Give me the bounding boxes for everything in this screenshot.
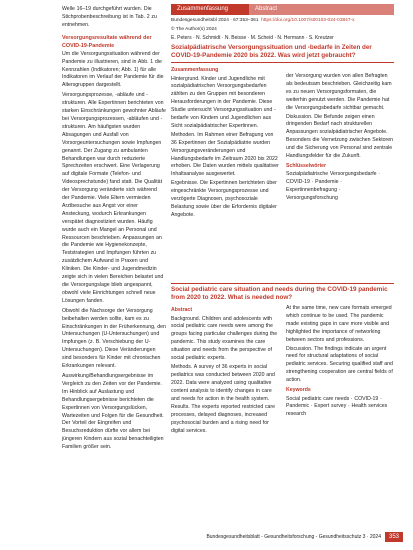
abstract-en-col1	[171, 305, 279, 437]
citation-line	[171, 17, 394, 24]
abstract-de-col2	[286, 73, 394, 204]
abstract-text: Results. The experts reported restricted care processes, delayed diagnoses, increased psychosocial burden and a rising need for digital services.	[171, 404, 276, 435]
page-number: 353	[385, 532, 403, 542]
abstract-text: Diskussion. Die Befunde zeigen einen dringenden Bedarf nach strukturellen Anpassungen sozialpädiatrischer Angebote. Besonders die Vernetzung zwischen Sektoren und die Sicherung von Personal sind zentrale Handlungsfelder für die Zukunft.	[286, 113, 394, 160]
abstract-banner	[171, 4, 394, 15]
keywords-text: Sozialpädiatrische Versorgungsbedarfe · COVID-19 · Pandemie · Expertinnenbefragung · Versorgungsforschung	[286, 171, 381, 202]
abstract-text: At the same time, new care formats emerged which continue to be used. The pandemic made existing gaps in care more visible and highlighted the importance of networking between sectors and professions.	[286, 305, 392, 343]
body-paragraph: Auswirkung/Behandlungsergebnisse im Vergleich zu den Zeiten vor der Pandemie. Im Hinblick auf Auslastung und Behandlungsergebnisse berichteten die Expertinnen von Versorgungslücken, Wartezeiten und Folgen für die Gesundheit. Der Vorteil der Eingreifen und Besuchsreduktion dürfte vor allem bei jüngeren Kindern aus sozial benachteiligten Familien größer sein.	[62, 372, 164, 451]
abstract-label: Zusammenfassung	[171, 67, 219, 73]
section-heading: Versorgungsresultate während der COVID-19-Pandemie	[62, 34, 152, 49]
running-footer: Bundesgesundheitsblatt - Gesundheitsforschung - Gesundheitsschutz 3 · 2024	[206, 534, 381, 540]
abstract-text: Background. Children and adolescents with social pediatric care needs were among the groups facing particular challenges during the pandemic. This study examines the care situation and needs from the perspective of social pediatric experts.	[171, 315, 278, 362]
abstract-panel	[171, 4, 394, 505]
abstract-en	[171, 305, 394, 505]
body-paragraph: Obwohl die Nachsorge der Versorgung beibehalten werden sollte, kam es zu Einschränkungen in der Früherkennung, den Untersuchungen (U-Untersuchungen) und Impfungen (z. B. Verschiebung der U-Untersuchungen). Diese Veränderungen sind besonders für Kinder mit chronischen Erkrankungen relevant.	[62, 307, 166, 370]
abstract-text: Discussion. The findings indicate an urgent need for structural adaptations of social pediatric services. Securing qualified staff and strengthening cooperation are central fields of action.	[286, 345, 393, 384]
divider	[171, 62, 394, 63]
keywords-label: Schlüsselwörter	[286, 162, 327, 169]
article-title-de: Sozialpädiatrische Versorgungssituation und -bedarfe in Zeiten der COVID-19-Pandemie 2020 bis 2022. Was wird jetzt gebraucht?	[171, 44, 372, 59]
abstract-en-col2	[286, 305, 394, 420]
abstract-text: der Versorgung wurden von allen Befragten als bedeutsam beschrieben. Gleichzeitig kam es zu neuen Versorgungsformaten, die weiterhin genutzt werden. Die Pandemie hat die Versorgungsbedarfe sichtbar gemacht.	[286, 73, 392, 111]
divider	[171, 283, 394, 284]
abstract-text: Hintergrund. Kinder und Jugendliche mit sozialpädiatrischen Versorgungsbedarfen zählten zu den Gruppen mit besonderen Herausforderungen in der Pandemie. Diese Studie untersucht Versorgungssituation und -bedarfe von Kindern und Jugendlichen aus Sicht sozialpädiatrischer Expertinnen.	[171, 75, 276, 129]
abstract-de-col1	[171, 65, 279, 221]
tab-abstract: Abstract	[249, 4, 394, 15]
copyright-line: © The Author(s) 2024	[171, 27, 217, 32]
abstract-de	[171, 65, 394, 281]
author-list: E. Peters · N. Schmidt · N. Beisse · M. Scheid · N. Hermann · S. Kreutzer	[171, 35, 334, 41]
citation: Bundesgesundheitsbl 2024 · 67:353–361	[171, 18, 259, 23]
article-title-en: Social pediatric care situation and needs during the COVID-19 pandemic from 2020 to 2022. What is needed now?	[171, 286, 388, 301]
tab-zusammenfassung: Zusammenfassung	[171, 4, 249, 15]
body-paragraph: Um die Versorgungssituation während der Pandemie zu illustrieren, sind in Abb. 1 die Kennzahlen (Indikatoren; Abb. 1) für alle Indikatoren im Verlauf der Pandemie für die Altersgruppen dargestellt.	[62, 50, 164, 89]
left-column	[62, 6, 166, 454]
abstract-text: Ergebnisse. Die Expertinnen berichteten über eingeschränkte Versorgungsprozesse und verzögerte Diagnosen, psychosoziale Belastung sowie über die Erfordernis digitaler Angebote.	[171, 180, 277, 218]
abstract-text: Methods. A survey of 36 experts in social pediatrics was conducted between 2020 and 2022. Data were analyzed using qualitative content analysis to identify changes in care and needs for action in the health system.	[171, 363, 275, 402]
doi-link[interactable]: https://doi.org/10.1007/s00103-024-03847-x	[261, 18, 355, 23]
keywords-label: Keywords	[286, 387, 311, 394]
body-paragraph: Versorgungsprozesse, -abläufe und -strukturen. Alle Expertinnen berichteten von starken Einschränkungen gewohnter Abläufe bei Versorgungsprozessen, -abläufen und -strukturen. Am häufigsten wurden Absagungen und Ausfall von Vorsorgeuntersuchungen sowie Impfungen genannt. Der Zugang zu ambulanten Behandlungen war durch reduzierte Sprechzeiten erschwert. Eine Verlagerung auf digitale Formate (Telefon- und Videosprechstunde) fand statt. Die Qualität der Versorgung veränderte sich während der Pandemie. Viele Eltern vermieden Arztbesuche aus Angst vor einer Ansteckung, wodurch Erkrankungen verspätet diagnostiziert wurden. Häufig wurde auch ein Mangel an Personal und Ressourcen beschrieben. Anpassungen an die Pandemie wie Hygienekonzepte, Teststrategien und Impfungen führten zu zusätzlichem Aufwand in Praxen und Kliniken. Die Kinder- und Jugendmedizin zeigte sich in vielen Bereichen belastet und die Versorgungslage blieb angespannt, obwohl viele Einrichtungen schnell neue Lösungen fanden.	[62, 92, 166, 304]
abstract-label: Abstract	[171, 307, 193, 313]
keywords-text: Social pediatric care needs · COVID-19 · Pandemic · Expert survey · Health services research	[286, 395, 388, 418]
abstract-text: Methoden. Im Rahmen einer Befragung von 36 Expertinnen der Sozialpädiatrie wurden Versorgungsveränderungen und Handlungsbedarfe im Zeitraum 2020 bis 2022 erhoben. Die Daten wurden mittels qualitativer Inhaltsanalyse ausgewertet.	[171, 131, 279, 178]
page-footer	[171, 530, 403, 544]
intro-paragraph: Welle 16–19 durchgeführt wurden. Die Stichprobenbeschreibung ist in Tab. 2 zu entnehmen.	[62, 6, 157, 28]
